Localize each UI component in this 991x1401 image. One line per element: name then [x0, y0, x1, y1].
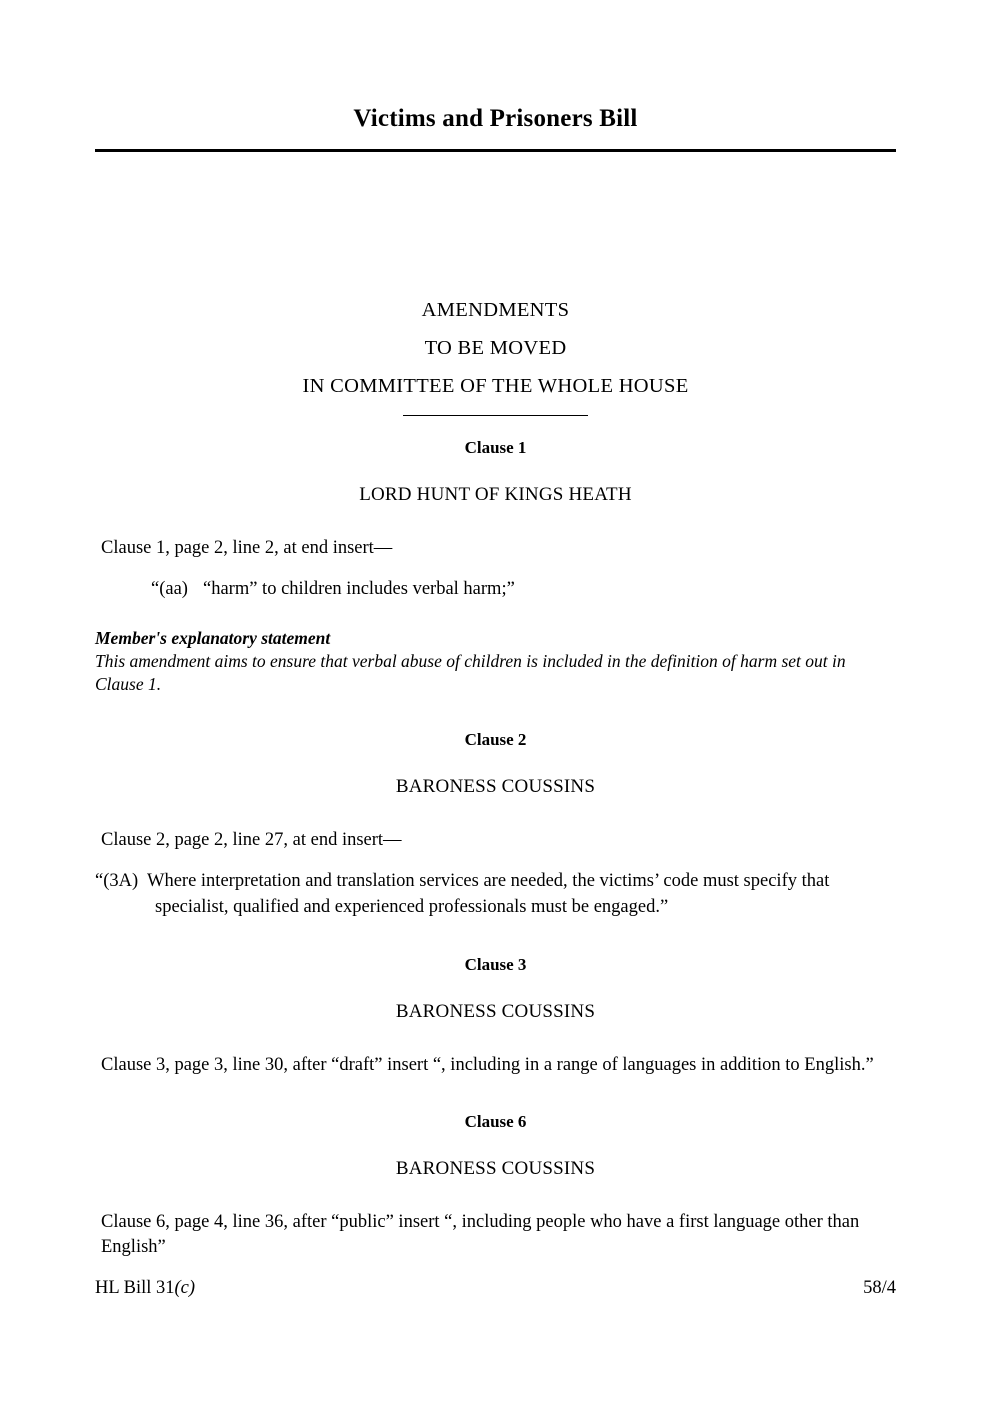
- clause-heading: Clause 6: [464, 1111, 527, 1131]
- title-divider: [95, 149, 896, 152]
- amendment-quote-body: “harm” to children includes verbal harm;”: [203, 578, 515, 599]
- amendment-clause-1: [95, 438, 896, 696]
- heading-line-1: AMENDMENTS: [421, 299, 570, 321]
- member-name: LORD HUNT OF KINGS HEATH: [359, 483, 632, 505]
- clause-heading: Clause 3: [464, 954, 527, 974]
- member-name: BARONESS COUSSINS: [395, 775, 596, 797]
- heading-line-2: TO BE MOVED: [424, 336, 567, 359]
- amendment-instruction: Clause 2, page 2, line 27, at end insert—: [101, 829, 402, 850]
- bill-suffix: (c): [174, 1278, 196, 1298]
- amendments-heading: [95, 292, 896, 416]
- page-number: 58/4: [863, 1278, 896, 1298]
- bill-reference: [95, 1278, 195, 1299]
- amendment-instruction: Clause 6, page 4, line 36, after “public” insert “, including people who have a first language other than English”: [101, 1211, 860, 1257]
- page-title: Victims and Prisoners Bill: [353, 105, 638, 132]
- amendment-instruction: Clause 1, page 2, line 2, at end insert—: [101, 537, 393, 558]
- member-name: BARONESS COUSSINS: [395, 1157, 596, 1179]
- amendment-clause-3: [95, 955, 896, 1078]
- explanatory-statement-label: Member's explanatory statement: [95, 627, 331, 648]
- clause-heading: Clause 1: [464, 437, 527, 457]
- amendment-instruction: Clause 3, page 3, line 30, after “draft” insert “, including in a range of languages in addition to English.”: [101, 1054, 874, 1075]
- member-name: BARONESS COUSSINS: [395, 1000, 596, 1022]
- amendment-quoted-text: [95, 869, 896, 921]
- amendment-quote-number: “(3A): [95, 870, 139, 891]
- amendment-quote-number: “(aa): [151, 578, 188, 599]
- heading-line-3: IN COMMITTEE OF THE WHOLE HOUSE: [302, 374, 689, 397]
- amendment-quoted-text: [151, 577, 896, 602]
- amendment-quote-body: Where interpretation and translation services are needed, the victims’ code must specify that specialist, qualified and experienced professionals must be engaged.”: [147, 870, 830, 917]
- clause-heading: Clause 2: [464, 729, 527, 749]
- amendment-clause-6: [95, 1112, 896, 1260]
- explanatory-statement-text: This amendment aims to ensure that verbal abuse of children is included in the definition of harm set out in Clause 1.: [95, 650, 846, 694]
- amendment-clause-2: [95, 730, 896, 921]
- heading-divider: [403, 415, 588, 416]
- page-footer: [95, 1278, 896, 1299]
- bill-label: HL Bill 31: [95, 1278, 175, 1298]
